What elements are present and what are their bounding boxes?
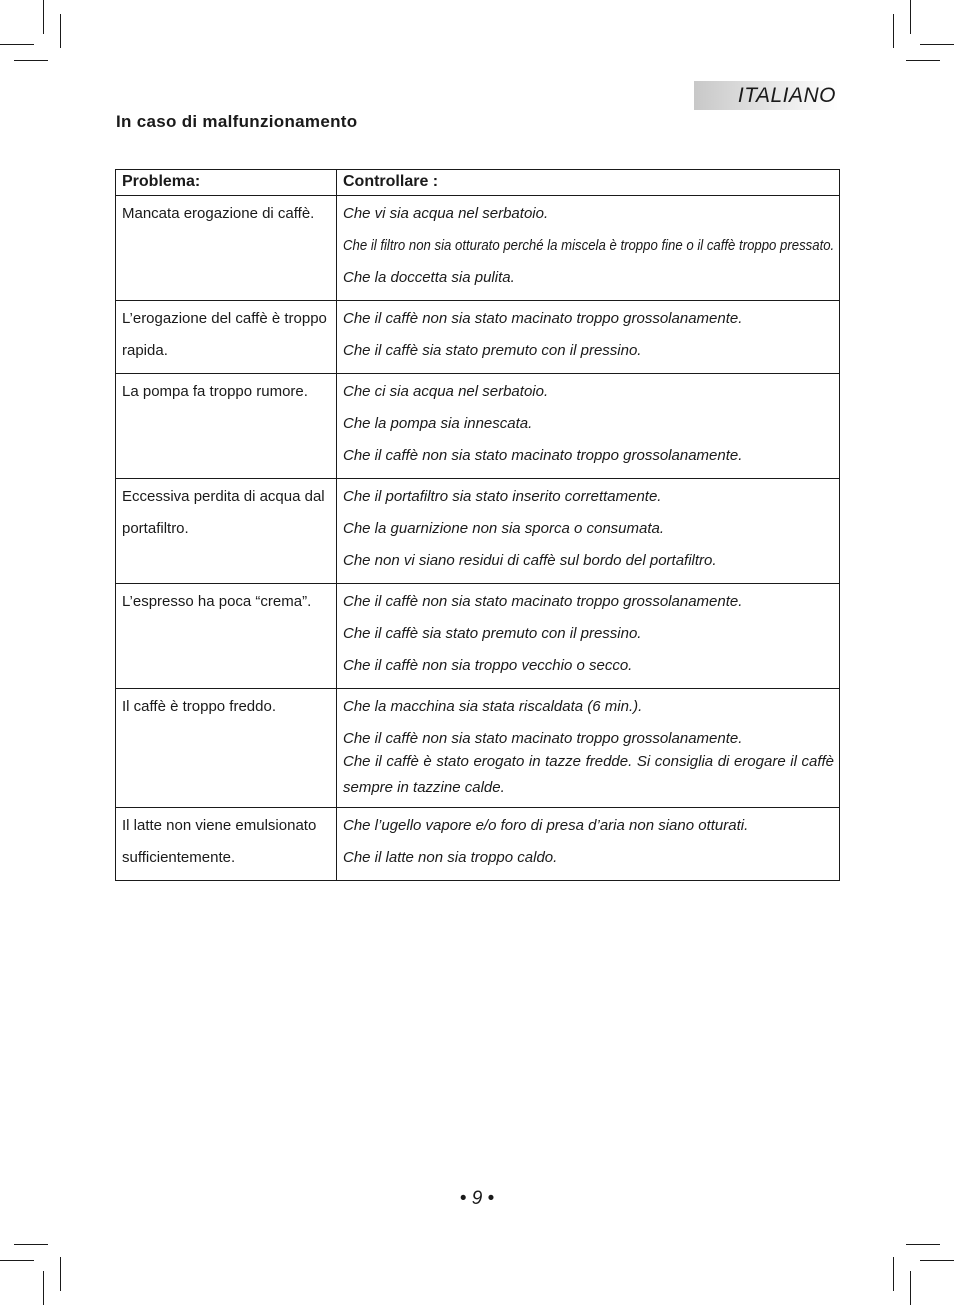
check-cell (337, 808, 840, 881)
crop-mark (906, 1244, 940, 1245)
problem-cell (116, 479, 337, 584)
check-item: Che la guarnizione non sia sporca o consumata. (343, 520, 665, 537)
page-number: • 9 • (459, 1188, 495, 1209)
table-row (116, 374, 840, 479)
check-item: Che il caffè è stato erogato in tazze fredde. Si consiglia di erogare il caffè sempre in tazzine calde. (343, 753, 834, 796)
table-row (116, 689, 840, 808)
crop-mark (920, 44, 954, 45)
problem-cell (116, 374, 337, 479)
problem-text: Mancata erogazione di caffè. (122, 205, 315, 222)
problem-cell (116, 196, 337, 301)
section-title: In caso di malfunzionamento (116, 112, 358, 131)
check-item: Che non vi siano residui di caffè sul bordo del portafiltro. (343, 552, 717, 569)
crop-mark (893, 14, 894, 48)
table-row (116, 584, 840, 689)
check-item: Che vi sia acqua nel serbatoio. (343, 205, 549, 222)
crop-mark (14, 60, 48, 61)
crop-mark (14, 1244, 48, 1245)
check-item: Che il caffè non sia stato macinato troppo grossolanamente. (343, 593, 743, 610)
language-label: ITALIANO (737, 83, 836, 107)
crop-mark (43, 1271, 44, 1305)
check-item: Che ci sia acqua nel serbatoio. (343, 383, 549, 400)
problem-text: Il latte non viene emulsionato sufficientemente. (122, 817, 317, 866)
check-item: Che il caffè sia stato premuto con il pressino. (343, 342, 642, 359)
crop-mark (910, 1271, 911, 1305)
problem-cell (116, 584, 337, 689)
check-cell (337, 196, 840, 301)
problem-cell (116, 301, 337, 374)
problem-text: L’espresso ha poca “crema”. (122, 593, 312, 610)
crop-mark (910, 0, 911, 34)
problem-text: L’erogazione del caffè è troppo rapida. (122, 310, 327, 359)
check-item: Che il caffè non sia troppo vecchio o secco. (343, 657, 633, 674)
problem-cell (116, 808, 337, 881)
check-cell (337, 374, 840, 479)
problem-cell (116, 689, 337, 808)
crop-mark (906, 60, 940, 61)
column-header-problem: Problema: (116, 170, 337, 196)
table-header-row (116, 170, 840, 196)
check-item: Che il portafiltro sia stato inserito correttamente. (343, 488, 662, 505)
table-row (116, 479, 840, 584)
column-header-check: Controllare : (337, 170, 840, 196)
check-item: Che il caffè non sia stato macinato troppo grossolanamente. (343, 310, 743, 327)
problem-text: Il caffè è troppo freddo. (122, 698, 276, 715)
check-cell (337, 479, 840, 584)
crop-mark (920, 1260, 954, 1261)
check-item: Che il caffè non sia stato macinato troppo grossolanamente. (343, 730, 743, 747)
check-item: Che la macchina sia stata riscaldata (6 min.). (343, 698, 643, 715)
check-cell (337, 301, 840, 374)
check-item: Che la pompa sia innescata. (343, 415, 533, 432)
table-row (116, 808, 840, 881)
crop-mark (43, 0, 44, 34)
language-tab (694, 81, 838, 110)
check-item: Che l’ugello vapore e/o foro di presa d’aria non siano otturati. (343, 817, 749, 834)
crop-mark (0, 44, 34, 45)
crop-mark (0, 1260, 34, 1261)
check-item: Che il latte non sia troppo caldo. (343, 849, 558, 866)
crop-mark (893, 1257, 894, 1291)
problem-text: Eccessiva perdita di acqua dal portafiltro. (122, 488, 325, 537)
table-row (116, 301, 840, 374)
check-cell (337, 689, 840, 808)
table-row (116, 196, 840, 301)
check-item: Che il caffè sia stato premuto con il pressino. (343, 625, 642, 642)
troubleshooting-table (115, 169, 840, 881)
crop-mark (60, 1257, 61, 1291)
problem-text: La pompa fa troppo rumore. (122, 383, 308, 400)
check-item: Che il caffè non sia stato macinato troppo grossolanamente. (343, 447, 743, 464)
check-cell (337, 584, 840, 689)
check-item: Che la doccetta sia pulita. (343, 269, 515, 286)
check-item: Che il filtro non sia otturato perché la miscela è troppo fine o il caffè troppo pressato. (343, 237, 835, 254)
crop-mark (60, 14, 61, 48)
